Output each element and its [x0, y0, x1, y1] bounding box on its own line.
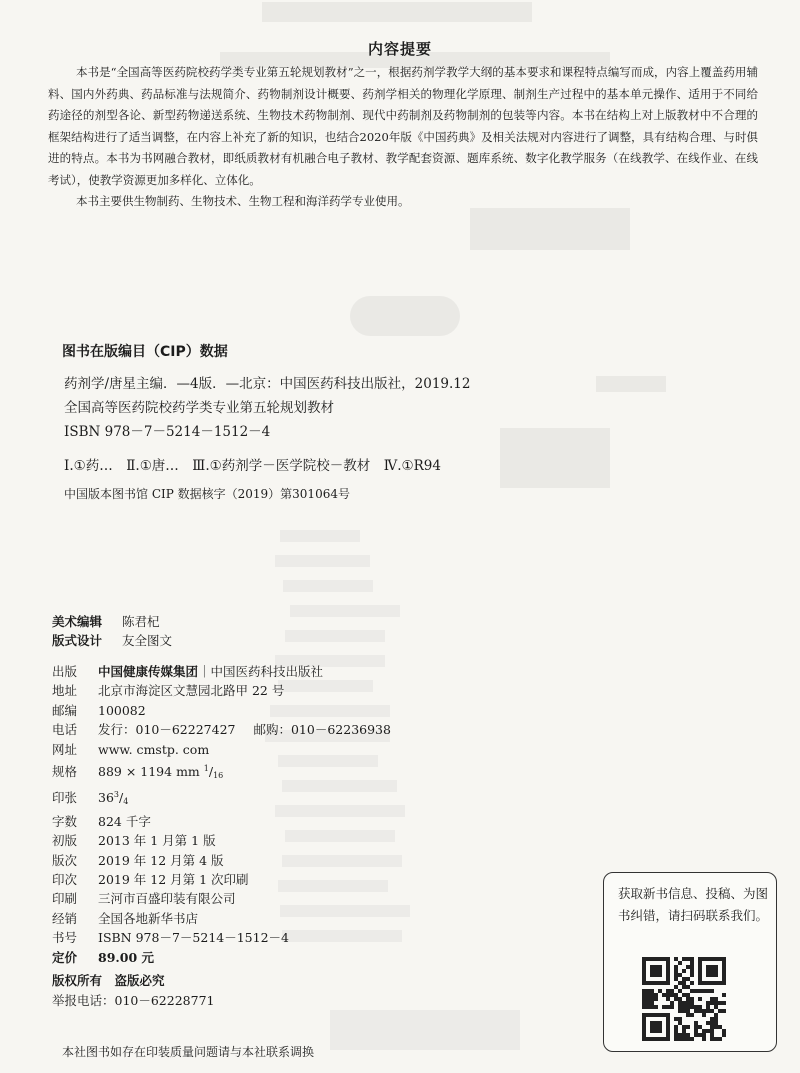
distributor-value: 全国各地新华书店	[98, 910, 199, 926]
report-phone: 举报电话：010－62228771	[52, 992, 215, 1008]
info-row	[52, 831, 391, 850]
format-value: 889 × 1194 mm $^1/_{16}$	[98, 764, 224, 781]
info-row	[52, 870, 391, 889]
info-row	[52, 720, 391, 739]
info-row	[52, 759, 391, 785]
info-label: 印张	[52, 790, 78, 806]
summary-paragraph: 本书主要供生物制药、生物技术、生物工程和海洋药学专业使用。	[76, 194, 410, 208]
summary-paragraph: 本书是“全国高等医药院校药学类专业第五轮规划教材”之一，根据药剂学教学大纲的基本要求和课程特点编写而成，内容上覆盖药用辅料、国内外药典、药品标准与法规简介、药物制剂设计概要、药剂学相关的物理化学原理、制剂生产过程中的基本单元操作、适用于不同给药途径的剂型各论、新型药物递送系统、生物技术药物制剂、现代中药制剂及药物制剂的包装等内容。本书在结构上对上版教材中不合理的框架结构进行了适当调整，在内容上补充了新的知识，也结合2020年版《中国药典》及相关法规对内容进行了调整，具有结构合理、与时俱进的特点。本书为书网融合教材，即纸质教材有机融合电子教材、教学配套资源、题库系统、数字化教学服务（在线教学、在线作业、在线考试），使教学资源更加多样化、立体化。	[48, 65, 758, 187]
info-label: 版次	[52, 852, 78, 868]
info-row: 出版 中国健康传媒集团｜中国医药科技出版社	[52, 662, 391, 681]
footer-note: 本社图书如存在印装质量问题请与本社联系调换	[62, 1045, 315, 1059]
rights-notice: 版权所有 盗版必究	[52, 973, 165, 989]
editor-label: 版式设计	[52, 633, 103, 648]
editor-row	[52, 612, 172, 631]
info-label: 出版	[52, 664, 78, 679]
info-row	[52, 889, 391, 908]
publication-info	[52, 662, 391, 1010]
cip-note: 中国版本图书馆 CIP 数据核字（2019）第301064号	[64, 487, 350, 501]
info-row	[52, 701, 391, 720]
info-row	[52, 928, 391, 947]
editor-label: 美术编辑	[52, 614, 103, 629]
info-label: 初版	[52, 833, 78, 849]
info-row	[52, 851, 391, 870]
printer-value: 三河市百盛印装有限公司	[98, 891, 236, 907]
info-label: 印刷	[52, 891, 78, 907]
info-label: 定价	[52, 949, 78, 965]
editor-row	[52, 631, 172, 650]
postcode-value: 100082	[98, 702, 146, 718]
cip-classification: Ⅰ.①药… Ⅱ.①唐… Ⅲ.①药剂学－医学院校－教材 Ⅳ.①R94	[64, 458, 441, 474]
isbn-value: ISBN 978－7－5214－1512－4	[98, 930, 289, 946]
qr-caption: 获取新书信息、投稿、为图书纠错，请扫码联系我们。	[618, 886, 769, 923]
publisher-group: 中国健康传媒集团	[98, 664, 199, 679]
info-row	[52, 812, 391, 831]
editors-block	[52, 612, 172, 650]
price-value: 89.00 元	[98, 949, 154, 965]
cip-line: 药剂学/唐星主编．—4版．—北京：中国医药科技出版社，2019.12	[64, 376, 471, 392]
editor-value: 友全图文	[122, 633, 173, 648]
sheets-value: $36^3/_4$	[98, 790, 129, 807]
info-row	[52, 740, 391, 759]
edition-value: 2019 年 12 月第 4 版	[98, 852, 224, 868]
phone-sales: 发行：010－62227427	[98, 722, 236, 738]
cip-title: 图书在版编目（CIP）数据	[62, 344, 228, 360]
info-label: 邮编	[52, 702, 78, 718]
website-value: www. cmstp. com	[98, 741, 210, 757]
info-label: 印次	[52, 872, 78, 888]
first-edition-value: 2013 年 1 月第 1 版	[98, 833, 216, 849]
info-row	[52, 785, 391, 811]
cip-block	[64, 372, 664, 504]
info-label: 地址	[52, 683, 78, 699]
qr-code-icon	[642, 957, 726, 1041]
info-label: 网址	[52, 741, 78, 757]
info-label: 字数	[52, 813, 78, 829]
phone-post: 邮购：010－62236938	[253, 722, 391, 738]
cip-line: 全国高等医药院校药学类专业第五轮规划教材	[64, 400, 334, 416]
summary-body	[48, 62, 758, 213]
info-row	[52, 909, 391, 928]
info-row	[52, 681, 391, 700]
info-label: 经销	[52, 910, 78, 926]
editor-value: 陈君杞	[122, 614, 160, 629]
summary-title: 内容提要	[367, 40, 432, 58]
info-label: 书号	[52, 930, 78, 946]
address-value: 北京市海淀区文慧园北路甲 22 号	[98, 683, 285, 699]
qr-panel	[603, 872, 777, 1052]
info-label: 电话	[52, 722, 78, 738]
printing-value: 2019 年 12 月第 1 次印刷	[98, 872, 249, 888]
info-label: 规格	[52, 764, 78, 780]
info-row	[52, 948, 391, 967]
words-value: 824 千字	[98, 813, 151, 829]
publisher-name: 中国医药科技出版社	[210, 664, 324, 679]
cip-line: ISBN 978－7－5214－1512－4	[64, 424, 271, 440]
